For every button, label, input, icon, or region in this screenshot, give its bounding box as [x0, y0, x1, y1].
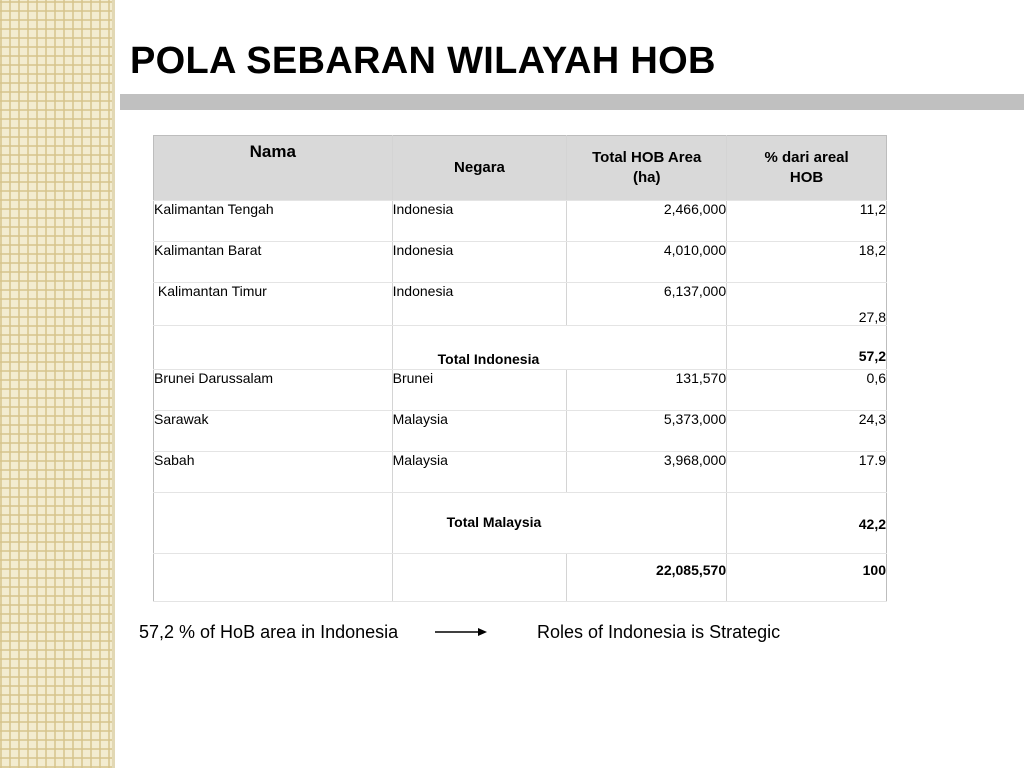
row-percent: 11,2: [727, 201, 887, 242]
row-percent: 17.9: [727, 452, 887, 493]
row-nama: Brunei Darussalam: [154, 370, 393, 411]
total-indonesia-percent: 57,2: [727, 326, 887, 370]
side-pattern-edge: [112, 0, 115, 768]
row-percent: 24,3: [727, 411, 887, 452]
table-row: [154, 411, 887, 452]
total-malaysia-label: Total Malaysia: [392, 493, 727, 554]
row-negara: Brunei: [392, 370, 567, 411]
row-nama: Kalimantan Timur: [154, 283, 393, 326]
slide-title: POLA SEBARAN WILAYAH HOB: [130, 40, 716, 82]
grand-total-area: 22,085,570: [567, 554, 727, 602]
row-area: 3,968,000: [567, 452, 727, 493]
hob-distribution-table: [153, 135, 887, 602]
row-negara: Malaysia: [392, 452, 567, 493]
row-nama: Kalimantan Tengah: [154, 201, 393, 242]
header-nama: Nama: [154, 136, 393, 201]
empty-cell: [154, 326, 393, 370]
row-percent: 0,6: [727, 370, 887, 411]
table-row: [154, 242, 887, 283]
header-total-area-label: Total HOB Area (ha): [592, 149, 702, 186]
decorative-side-pattern: [0, 0, 112, 768]
grand-total-row: [154, 554, 887, 602]
header-total-area: [567, 136, 727, 201]
total-indonesia-label: Total Indonesia: [392, 326, 727, 370]
row-area: 2,466,000: [567, 201, 727, 242]
row-negara: Indonesia: [392, 201, 567, 242]
row-area: 6,137,000: [567, 283, 727, 326]
row-area: 5,373,000: [567, 411, 727, 452]
row-area: 4,010,000: [567, 242, 727, 283]
grand-total-percent: 100: [727, 554, 887, 602]
header-negara: Negara: [392, 136, 567, 201]
row-negara: Indonesia: [392, 283, 567, 326]
row-nama: Sabah: [154, 452, 393, 493]
empty-cell: [154, 493, 393, 554]
table-row: [154, 370, 887, 411]
row-nama: Sarawak: [154, 411, 393, 452]
row-percent: 18,2: [727, 242, 887, 283]
row-negara: Malaysia: [392, 411, 567, 452]
total-indonesia-row: [154, 326, 887, 370]
row-percent: 27,8: [727, 283, 887, 326]
header-percent-label: % dari areal HOB: [764, 149, 849, 186]
table-header-row: [154, 136, 887, 201]
row-area: 131,570: [567, 370, 727, 411]
title-underline-bar: [120, 94, 1024, 110]
header-percent: [727, 136, 887, 201]
table-row: [154, 201, 887, 242]
footer-right-text: Roles of Indonesia is Strategic: [537, 622, 781, 642]
row-negara: Indonesia: [392, 242, 567, 283]
empty-cell: [154, 554, 393, 602]
row-nama: Kalimantan Barat: [154, 242, 393, 283]
table-row: [154, 452, 887, 493]
footer-left-text: 57,2 % of HoB area in Indonesia: [139, 622, 399, 642]
table-row: [154, 283, 887, 326]
right-arrow-icon: [434, 622, 488, 642]
total-malaysia-row: [154, 493, 887, 554]
total-malaysia-percent: 42,2: [727, 493, 887, 554]
empty-cell: [392, 554, 567, 602]
